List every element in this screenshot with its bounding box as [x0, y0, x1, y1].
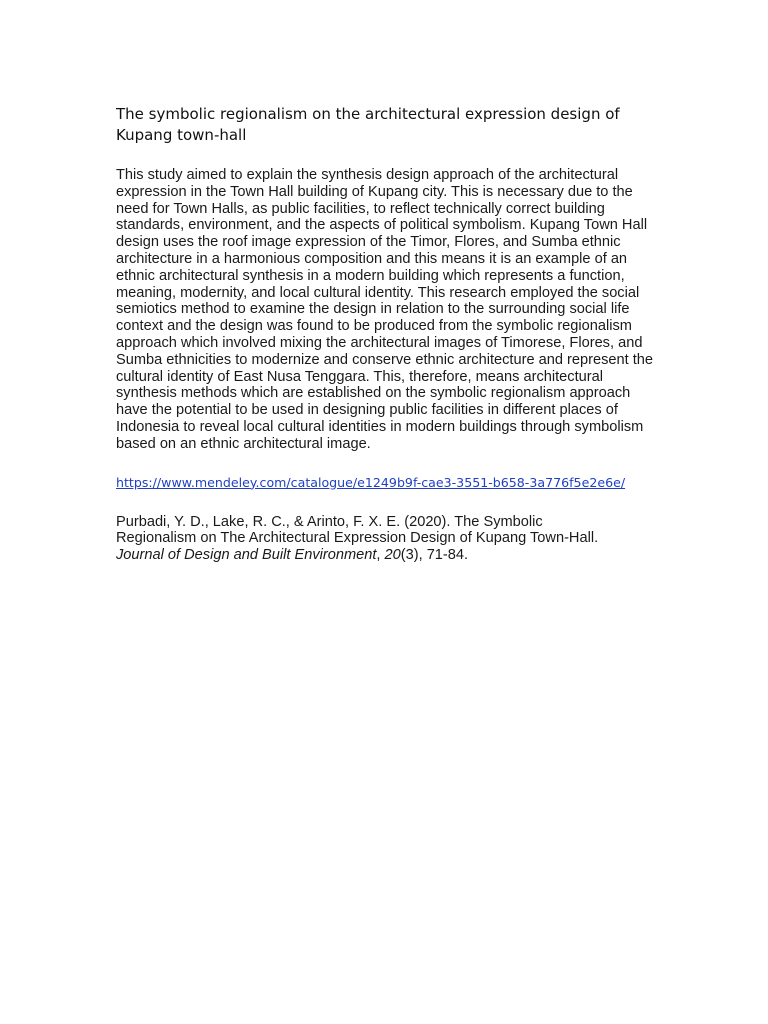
citation-journal: Journal of Design and Built Environment — [116, 547, 377, 564]
citation-paragraph — [116, 514, 616, 564]
citation-separator: , — [376, 547, 385, 564]
abstract-paragraph: This study aimed to explain the synthesis design approach of the architectural expression in the Town Hall building of Kupang city. This is necessary due to the need for Town Halls, as public facilities, to reflect technically correct building standards, environment, and the aspects of political symbolism. Kupang Town Hall design uses the roof image expression of the Timor, Flores, and Sumba ethnic architecture in a harmonious composition and this means it is an example of an ethnic architectural synthesis in a modern building which represents a function, meaning, modernity, and local cultural identity. This research employed the social semiotics method to examine the design in relation to the surrounding social life context and the design was found to be produced from the symbolic regionalism approach which involved mixing the architectural images of Timorese, Flores, and Sumba ethnicities to modernize and conserve ethnic architecture and represent the cultural identity of East Nusa Tenggara. This, therefore, means architectural synthesis methods which are established on the symbolic regionalism approach have the potential to be used in designing public facilities in different places of Indonesia to reveal local cultural identities in modern buildings through symbolism based on an ethnic architectural image. — [116, 167, 654, 452]
document-title: The symbolic regionalism on the architectural expression design of Kupang town-hall — [116, 105, 620, 144]
citation-volume: 20 — [384, 547, 401, 564]
citation-authors: Purbadi, Y. D., Lake, R. C., & Arinto, F. X. E. (2020). The Symbolic Regionalism on The Architectural Expression Design of Kupang Town-Hall. — [116, 513, 599, 547]
citation-issue-pages: (3), 71-84. — [400, 547, 469, 564]
mendeley-link[interactable]: https://www.mendeley.com/catalogue/e1249b9f-cae3-3551-b658-3a776f5e2e6e/ — [116, 474, 626, 490]
document-content — [116, 104, 656, 564]
